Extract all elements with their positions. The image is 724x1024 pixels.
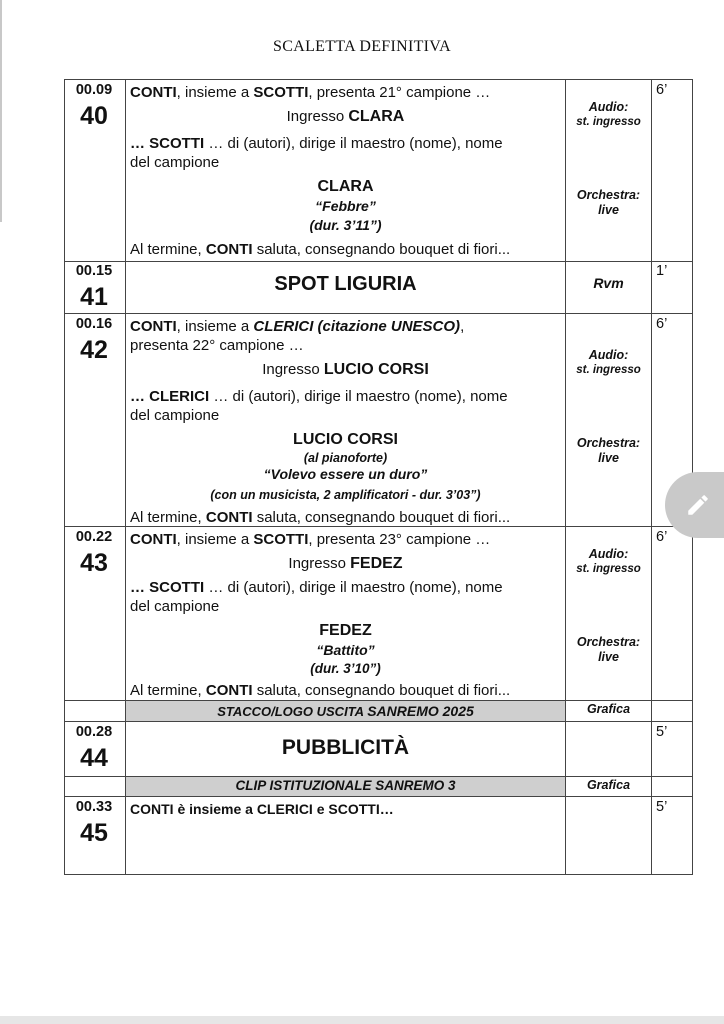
artist-name: CLARA [317, 178, 374, 195]
director-line: … CLERICI … di (autori), dirige il maestro (nome), nome [130, 388, 508, 405]
audio-value: st. ingresso [576, 563, 641, 575]
segment-duration: 5’ [656, 724, 668, 740]
segment-duration: 1’ [656, 263, 668, 279]
song-title: “Battito” [316, 642, 375, 658]
segment-duration: 6’ [656, 82, 668, 98]
song-details: (dur. 3’10”) [310, 661, 381, 676]
audio-value: st. ingresso [576, 364, 641, 376]
row-divider [64, 721, 693, 722]
entrance-line: Ingresso LUCIO CORSI [262, 361, 429, 378]
orchestra-label: Orchestra: [576, 436, 641, 450]
document-title: SCALETTA DEFINITIVA [273, 38, 451, 55]
artist-name: LUCIO CORSI [293, 431, 398, 448]
band-text: CLIP ISTITUZIONALE SANREMO 3 [235, 778, 456, 793]
director-line-2: del campione [130, 407, 220, 424]
song-details: (dur. 3’11”) [309, 217, 382, 233]
audio-value: st. ingresso [576, 116, 641, 128]
segment-tech: Rvm [593, 275, 624, 291]
segment-duration: 5’ [656, 799, 668, 815]
segment-time: 00.28 [75, 724, 113, 740]
segment-number: 42 [80, 336, 108, 364]
segment-text: CONTI è insieme a CLERICI e SCOTTI… [130, 801, 394, 817]
closing-line: Al termine, CONTI saluta, consegnando bouquet di fiori... [130, 509, 511, 526]
director-line-2: del campione [130, 598, 220, 615]
segment-tech: Grafica [586, 778, 631, 792]
row-divider [64, 796, 693, 797]
segment-number: 40 [80, 102, 108, 130]
segment-time: 00.33 [75, 799, 113, 815]
segment-number: 45 [80, 819, 108, 847]
segment-tech: Grafica [586, 702, 631, 716]
page-edge-mark [0, 0, 2, 222]
closing-line: Al termine, CONTI saluta, consegnando bouquet di fiori... [130, 682, 511, 699]
entrance-line: Ingresso CLARA [286, 108, 405, 125]
segment-duration: 6’ [656, 316, 668, 332]
row-divider [64, 700, 693, 701]
song-title: “Volevo essere un duro” [263, 466, 428, 482]
orchestra-value: live [598, 203, 619, 217]
artist-name: FEDEZ [319, 622, 372, 639]
audio-label: Audio: [588, 100, 629, 114]
bottom-scroll-bar [0, 1016, 724, 1024]
director-line: … SCOTTI … di (autori), dirige il maestro (nome), nome [130, 135, 503, 152]
director-line: … SCOTTI … di (autori), dirige il maestro (nome), nome [130, 579, 503, 596]
intro-line: CONTI, insieme a CLERICI (citazione UNESCO), [130, 318, 465, 335]
artist-subnote: (al pianoforte) [303, 451, 388, 465]
intro-line: CONTI, insieme a SCOTTI, presenta 21° campione … [130, 84, 491, 101]
band-text: STACCO/LOGO USCITA SANREMO 2025 [217, 703, 474, 719]
song-details: (con un musicista, 2 amplificatori - dur. 3’03”) [210, 488, 481, 502]
pencil-icon [685, 492, 711, 518]
segment-number: 41 [80, 283, 108, 311]
segment-time: 00.15 [75, 263, 113, 279]
orchestra-label: Orchestra: [576, 635, 641, 649]
intro-line: CONTI, insieme a SCOTTI, presenta 23° campione … [130, 531, 491, 548]
orchestra-label: Orchestra: [576, 188, 641, 202]
closing-line: Al termine, CONTI saluta, consegnando bouquet di fiori... [130, 241, 511, 258]
segment-duration: 6’ [656, 529, 668, 545]
row-divider [64, 776, 693, 777]
segment-time: 00.16 [75, 316, 113, 332]
row-divider [64, 261, 693, 262]
audio-label: Audio: [588, 547, 629, 561]
segment-number: 43 [80, 549, 108, 577]
edit-button[interactable] [665, 472, 724, 538]
song-title: “Febbre” [315, 198, 376, 214]
intro-line-2: presenta 22° campione … [130, 337, 304, 354]
segment-title: PUBBLICITÀ [281, 736, 410, 759]
audio-label: Audio: [588, 348, 629, 362]
entrance-line: Ingresso FEDEZ [288, 555, 403, 572]
row-divider [64, 313, 693, 314]
segment-title: SPOT LIGURIA [274, 273, 417, 295]
segment-time: 00.09 [75, 82, 113, 98]
col-divider-3 [651, 79, 652, 875]
director-line-2: del campione [130, 154, 220, 171]
orchestra-value: live [598, 451, 619, 465]
orchestra-value: live [598, 650, 619, 664]
segment-time: 00.22 [75, 529, 113, 545]
segment-number: 44 [80, 744, 108, 772]
